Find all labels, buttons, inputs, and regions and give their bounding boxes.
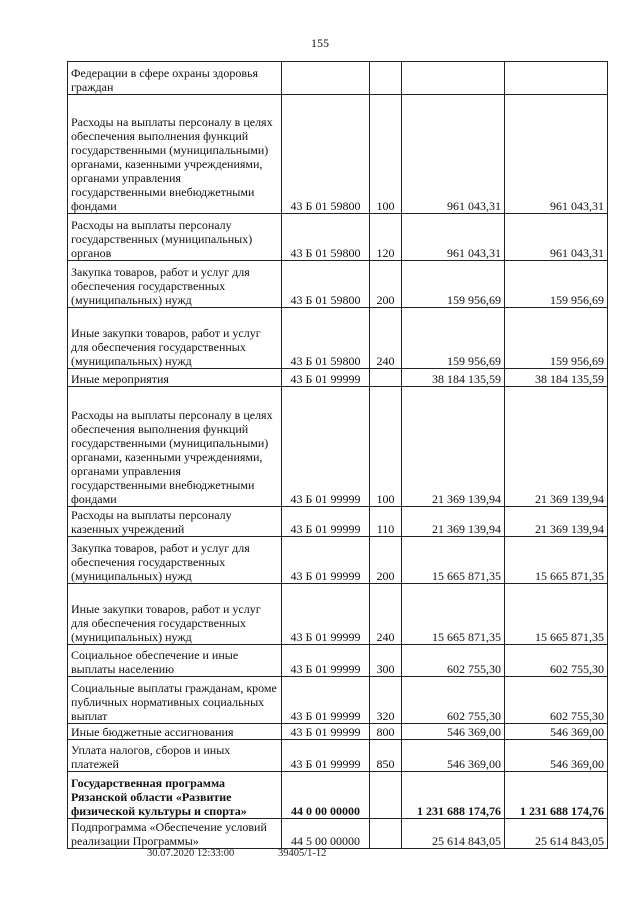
amount-total-cell: 38 184 135,59 [505,369,608,387]
table-row [68,387,608,507]
amount-cell: 602 755,30 [402,677,505,724]
expense-type-cell: 120 [370,214,402,261]
table-row [68,261,608,308]
amount-total-cell: 159 956,69 [505,308,608,369]
amount-total-cell: 1 231 688 174,76 [505,772,608,819]
expense-type-cell: 110 [370,507,402,537]
amount-total-cell: 546 369,00 [505,724,608,740]
table-row [68,819,608,849]
table-row [68,308,608,369]
budget-table [67,61,608,849]
expense-type-cell [370,62,402,95]
amount-cell: 21 369 139,94 [402,387,505,507]
amount-total-cell: 602 755,30 [505,677,608,724]
amount-cell: 1 231 688 174,76 [402,772,505,819]
footer-document-id: 39405/1-12 [278,848,327,859]
expense-type-cell: 200 [370,261,402,308]
target-article-cell: 43 Б 01 99999 [282,724,370,740]
amount-cell: 15 665 871,35 [402,537,505,584]
expense-type-cell [370,772,402,819]
expense-name-cell: Иные бюджетные ассигнования [68,724,282,740]
amount-cell: 21 369 139,94 [402,507,505,537]
amount-total-cell: 21 369 139,94 [505,387,608,507]
expense-type-cell [370,819,402,849]
expense-name-cell: Социальные выплаты гражданам, кроме публичных нормативных социальных выплат [68,677,282,724]
table-row [68,724,608,740]
amount-cell [402,62,505,95]
target-article-cell: 44 0 00 00000 [282,772,370,819]
expense-name-cell: Федерации в сфере охраны здоровья граждан [68,62,282,95]
amount-total-cell: 15 665 871,35 [505,584,608,645]
target-article-cell: 43 Б 01 59800 [282,95,370,214]
amount-total-cell: 21 369 139,94 [505,507,608,537]
table-row [68,677,608,724]
amount-cell: 602 755,30 [402,645,505,677]
expense-name-cell: Иные закупки товаров, работ и услуг для обеспечения государственных (муниципальных) нужд [68,308,282,369]
page-number: 155 [311,36,329,50]
expense-name-cell: Социальное обеспечение и иные выплаты населению [68,645,282,677]
target-article-cell: 43 Б 01 99999 [282,584,370,645]
footer-timestamp: 30.07.2020 12:33:00 [147,848,235,859]
target-article-cell: 43 Б 01 99999 [282,507,370,537]
expense-type-cell: 850 [370,740,402,772]
target-article-cell: 44 5 00 00000 [282,819,370,849]
expense-type-cell [370,369,402,387]
target-article-cell: 43 Б 01 99999 [282,537,370,584]
table-row [68,645,608,677]
target-article-cell: 43 Б 01 99999 [282,740,370,772]
target-article-cell [282,62,370,95]
expense-type-cell: 800 [370,724,402,740]
amount-total-cell: 159 956,69 [505,261,608,308]
table-row [68,537,608,584]
expense-type-cell: 320 [370,677,402,724]
table-row [68,95,608,214]
expense-type-cell: 240 [370,584,402,645]
expense-name-cell: Закупка товаров, работ и услуг для обеспечения государственных (муниципальных) нужд [68,261,282,308]
amount-cell: 159 956,69 [402,261,505,308]
amount-total-cell: 15 665 871,35 [505,537,608,584]
target-article-cell: 43 Б 01 99999 [282,645,370,677]
amount-cell: 15 665 871,35 [402,584,505,645]
expense-name-cell: Уплата налогов, сборов и иных платежей [68,740,282,772]
table-row [68,772,608,819]
expense-name-cell: Расходы на выплаты персоналу в целях обеспечения выполнения функций государственными (муниципальными) органами, казенными учреждениями, органами управления государственными внебюджетными фондами [68,95,282,214]
amount-cell: 38 184 135,59 [402,369,505,387]
amount-total-cell [505,62,608,95]
amount-cell: 25 614 843,05 [402,819,505,849]
amount-total-cell: 25 614 843,05 [505,819,608,849]
table-row [68,584,608,645]
amount-total-cell: 961 043,31 [505,95,608,214]
target-article-cell: 43 Б 01 59800 [282,214,370,261]
amount-total-cell: 961 043,31 [505,214,608,261]
expense-name-cell: Расходы на выплаты персоналу казенных учреждений [68,507,282,537]
amount-cell: 961 043,31 [402,214,505,261]
table-row [68,507,608,537]
expense-name-cell: Расходы на выплаты персоналу государственных (муниципальных) органов [68,214,282,261]
amount-cell: 159 956,69 [402,308,505,369]
expense-name-cell: Подпрограмма «Обеспечение условий реализации Программы» [68,819,282,849]
expense-name-cell: Закупка товаров, работ и услуг для обеспечения государственных (муниципальных) нужд [68,537,282,584]
amount-cell: 546 369,00 [402,724,505,740]
target-article-cell: 43 Б 01 99999 [282,369,370,387]
target-article-cell: 43 Б 01 59800 [282,261,370,308]
budget-table-body [68,62,608,849]
table-row [68,740,608,772]
amount-total-cell: 602 755,30 [505,645,608,677]
expense-type-cell: 300 [370,645,402,677]
expense-type-cell: 100 [370,95,402,214]
table-row [68,214,608,261]
expense-type-cell: 100 [370,387,402,507]
target-article-cell: 43 Б 01 99999 [282,387,370,507]
target-article-cell: 43 Б 01 99999 [282,677,370,724]
expense-name-cell: Иные закупки товаров, работ и услуг для обеспечения государственных (муниципальных) нужд [68,584,282,645]
expense-type-cell: 200 [370,537,402,584]
expense-type-cell: 240 [370,308,402,369]
expense-name-cell: Расходы на выплаты персоналу в целях обеспечения выполнения функций государственными (муниципальными) органами, казенными учреждениями, органами управления государственными внебюджетными фондами [68,387,282,507]
amount-cell: 546 369,00 [402,740,505,772]
amount-total-cell: 546 369,00 [505,740,608,772]
amount-cell: 961 043,31 [402,95,505,214]
table-row [68,62,608,95]
target-article-cell: 43 Б 01 59800 [282,308,370,369]
expense-name-cell: Иные мероприятия [68,369,282,387]
expense-name-cell: Государственная программа Рязанской области «Развитие физической культуры и спорта» [68,772,282,819]
table-row [68,369,608,387]
